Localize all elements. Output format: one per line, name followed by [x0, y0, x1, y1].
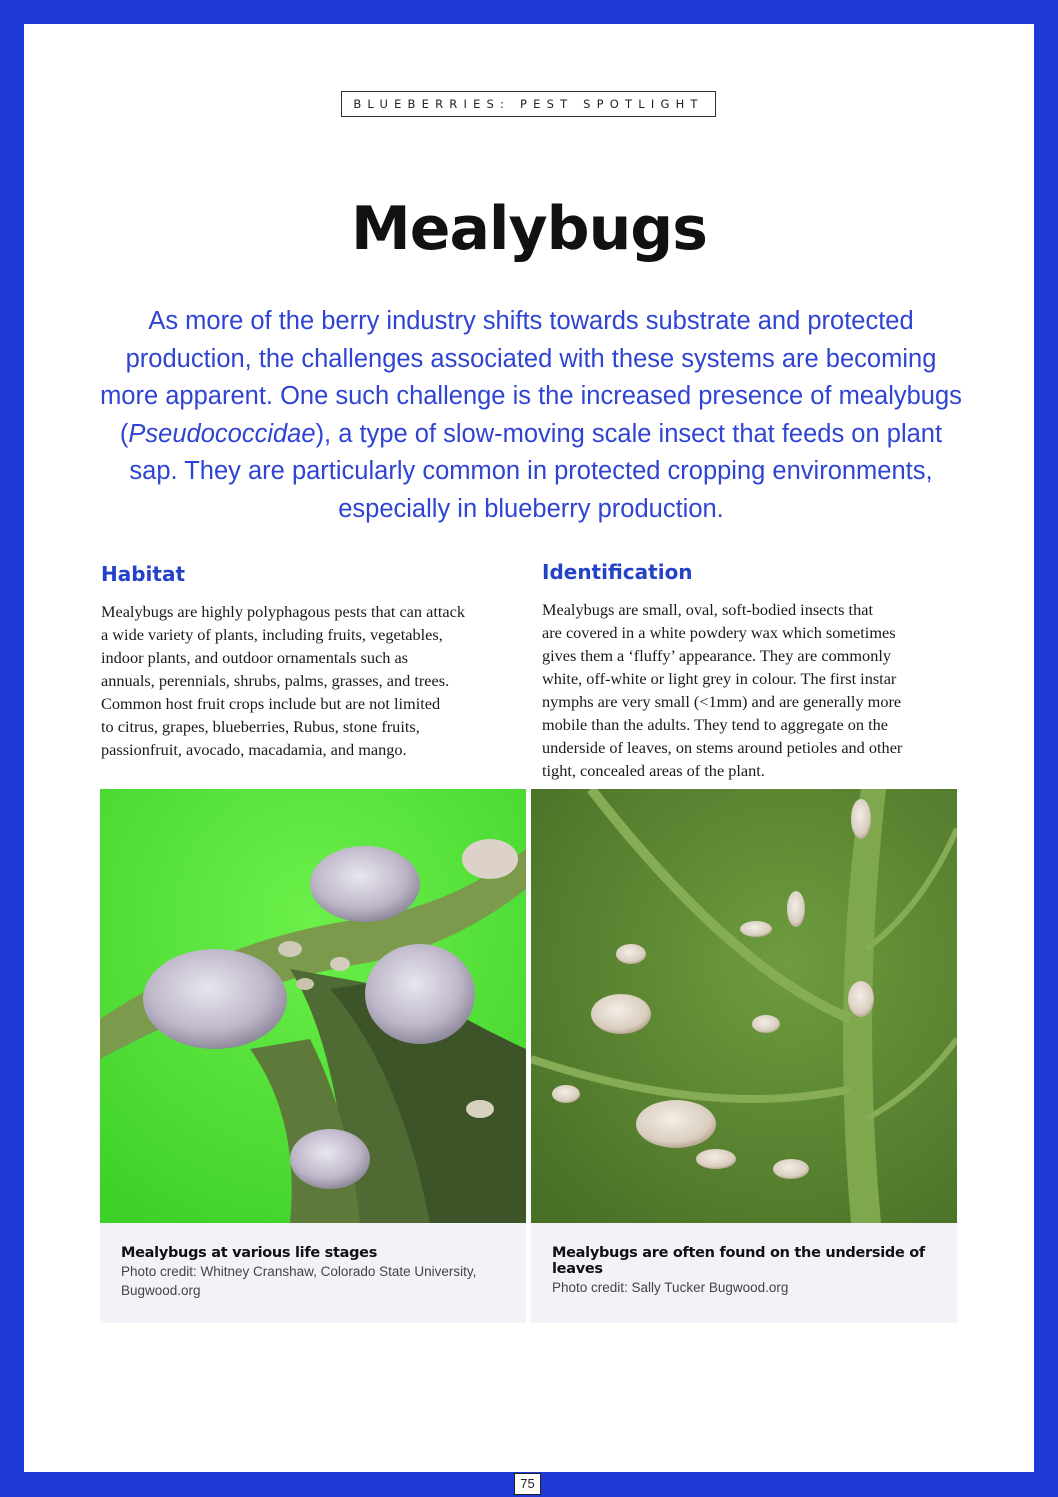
photo-mealybugs-life-stages — [100, 789, 526, 1223]
section-tag: BLUEBERRIES: PEST SPOTLIGHT — [341, 91, 716, 117]
identification-section — [542, 560, 962, 782]
habitat-section — [101, 562, 521, 761]
caption-credit: Photo credit: Sally Tucker Bugwood.org — [552, 1280, 789, 1295]
photo-mealybugs-underside-leaves — [531, 789, 957, 1223]
habitat-heading: Habitat — [101, 562, 186, 586]
photo-caption — [100, 1223, 526, 1323]
habitat-body: Mealybugs are highly polyphagous pests that can attack a wide variety of plants, including fruits, vegetables, indoor plants, and outdoor ornamentals such as annuals, perennials, shrubs, palms, grasses, and trees. Common host fruit crops include but are not limited to citrus, grapes, blueberries, Rubus, stone fruits, passionfruit, avocado, macadamia, and mango. — [101, 602, 465, 759]
identification-heading: Identification — [542, 560, 693, 584]
caption-title: Mealybugs at various life stages — [121, 1245, 378, 1261]
photo-caption — [531, 1223, 957, 1323]
intro-text: As more of the berry industry shifts towards substrate and protected production, the challenges associated with these systems are becoming more apparent. One such challenge is the increased presence of mealybugs (Pseudococcidae), a type of slow-moving scale insect that feeds on plant sap. They are particularly common in protected cropping environments, especially in blueberry production. — [100, 307, 962, 523]
page-title: Mealybugs — [351, 194, 707, 264]
caption-title: Mealybugs are often found on the underside of leaves — [552, 1245, 925, 1277]
identification-body: Mealybugs are small, oval, soft-bodied insects that are covered in a white powdery wax which sometimes gives them a ‘fluffy’ appearance. They are commonly white, off-white or light grey in colour. The first instar nymphs are very small (<1mm) and are generally more mobile than the adults. They tend to aggregate on the underside of leaves, on stems around petioles and other tight, concealed areas of the plant. — [542, 600, 903, 780]
caption-credit: Photo credit: Whitney Cranshaw, Colorado State University, Bugwood.org — [121, 1264, 477, 1298]
intro-paragraph — [98, 303, 964, 528]
page — [24, 24, 1034, 1472]
page-number: 75 — [514, 1473, 541, 1495]
